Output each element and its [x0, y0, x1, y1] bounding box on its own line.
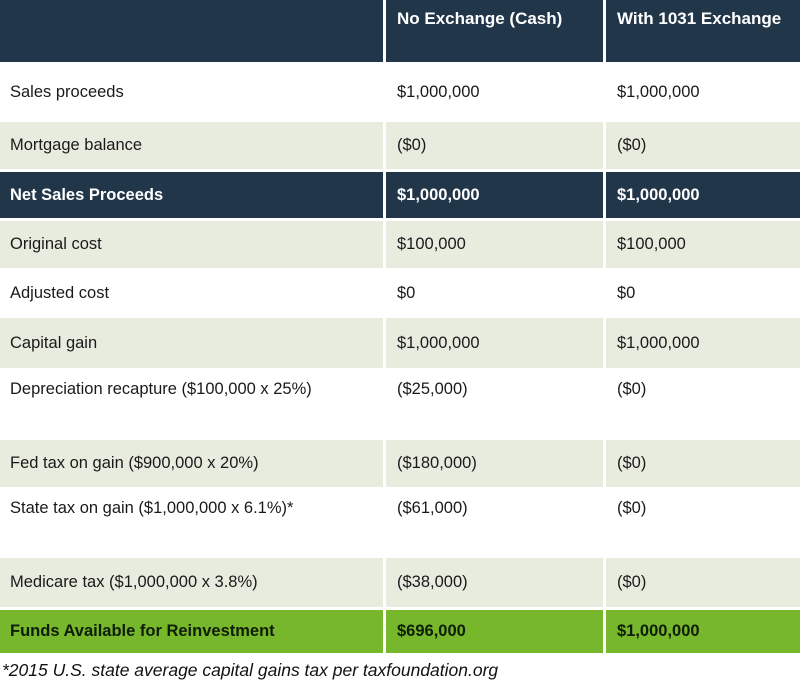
- cell-no-exchange-value: $1,000,000: [386, 62, 603, 122]
- row-medicare-tax: [0, 558, 800, 607]
- cell-no-exchange-value: ($180,000): [386, 440, 603, 487]
- row-funds-available-for-reinvestment: [0, 610, 800, 653]
- row-label: State tax on gain ($1,000,000 x 6.1%)*: [0, 487, 383, 558]
- row-state-tax-on-gain: [0, 487, 800, 558]
- cell-1031-exchange-value: ($0): [606, 558, 800, 607]
- row-sales-proceeds: [0, 62, 800, 122]
- row-label: Sales proceeds: [0, 62, 383, 122]
- cell-1031-exchange-value: $1,000,000: [606, 62, 800, 122]
- row-label: Capital gain: [0, 318, 383, 368]
- row-net-sales-proceeds: [0, 172, 800, 218]
- table-header-row: [0, 0, 800, 62]
- cell-1031-exchange-value: $0: [606, 268, 800, 318]
- row-adjusted-cost: [0, 268, 800, 318]
- cell-1031-exchange-value: $1,000,000: [606, 318, 800, 368]
- cell-no-exchange-value: $100,000: [386, 221, 603, 268]
- cell-no-exchange-value: ($0): [386, 122, 603, 169]
- cell-no-exchange-value: $0: [386, 268, 603, 318]
- cell-no-exchange-value: ($61,000): [386, 487, 603, 558]
- row-original-cost: [0, 221, 800, 268]
- row-label: Mortgage balance: [0, 122, 383, 169]
- cell-1031-exchange-value: ($0): [606, 440, 800, 487]
- cell-no-exchange-value: $1,000,000: [386, 318, 603, 368]
- cell-1031-exchange-value: ($0): [606, 122, 800, 169]
- column-header-1031-exchange: With 1031 Exchange: [606, 0, 800, 62]
- row-label: Medicare tax ($1,000,000 x 3.8%): [0, 558, 383, 607]
- cell-1031-exchange-value: ($0): [606, 487, 800, 558]
- column-header-no-exchange: No Exchange (Cash): [386, 0, 603, 62]
- row-depreciation-recapture: [0, 368, 800, 440]
- row-fed-tax-on-gain: [0, 440, 800, 487]
- row-capital-gain: [0, 318, 800, 368]
- footnote: *2015 U.S. state average capital gains tax per taxfoundation.org: [0, 653, 800, 688]
- cell-1031-exchange-value: $100,000: [606, 221, 800, 268]
- cell-no-exchange-value: ($25,000): [386, 368, 603, 440]
- row-label: Fed tax on gain ($900,000 x 20%): [0, 440, 383, 487]
- header-blank-cell: [0, 0, 383, 62]
- cell-no-exchange-value: $696,000: [386, 610, 603, 653]
- cell-1031-exchange-value: $1,000,000: [606, 172, 800, 218]
- row-label: Funds Available for Reinvestment: [0, 610, 383, 653]
- row-label: Net Sales Proceeds: [0, 172, 383, 218]
- cell-1031-exchange-value: ($0): [606, 368, 800, 440]
- cell-no-exchange-value: $1,000,000: [386, 172, 603, 218]
- row-label: Original cost: [0, 221, 383, 268]
- row-label: Adjusted cost: [0, 268, 383, 318]
- row-label: Depreciation recapture ($100,000 x 25%): [0, 368, 383, 440]
- cell-1031-exchange-value: $1,000,000: [606, 610, 800, 653]
- cell-no-exchange-value: ($38,000): [386, 558, 603, 607]
- row-mortgage-balance: [0, 122, 800, 169]
